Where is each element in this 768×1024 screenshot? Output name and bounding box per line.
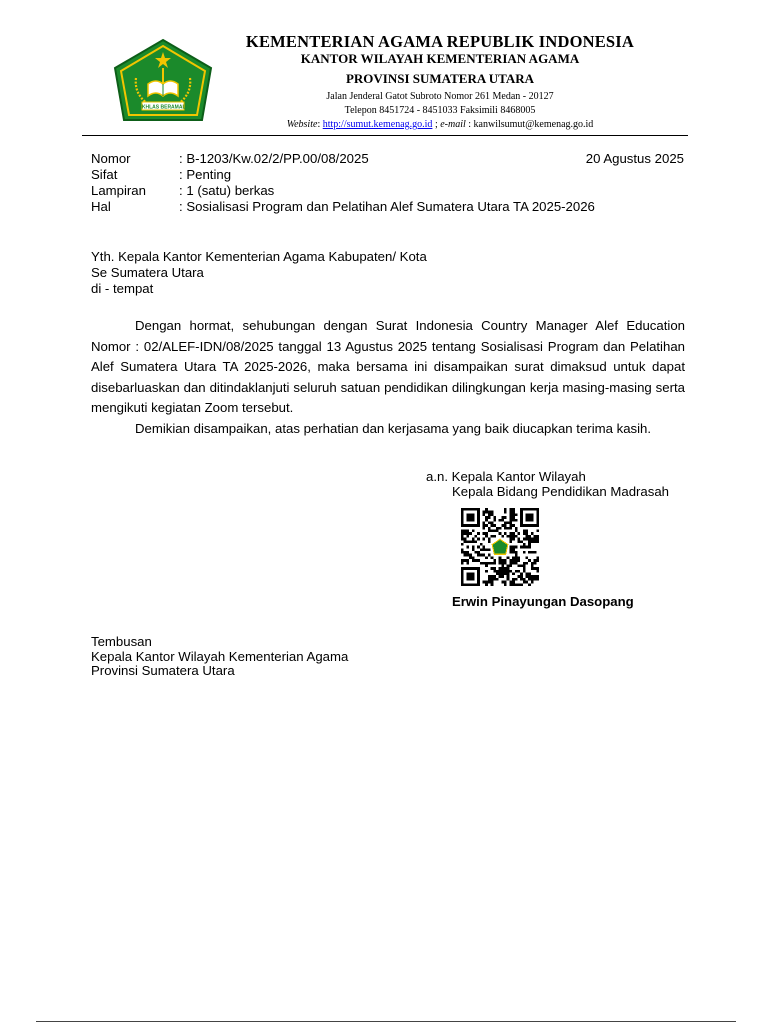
kemenag-logo-icon <box>112 38 214 122</box>
letterhead-province: PROVINSI SUMATERA UTARA <box>345 71 535 86</box>
qr-code-icon <box>456 508 544 586</box>
email-label: e-mail <box>440 119 466 130</box>
letterhead-contact <box>230 118 650 132</box>
letterhead-office: KANTOR WILAYAH KEMENTERIAN AGAMA <box>300 51 580 66</box>
logo-ribbon-text: IKHLAS BERAMAL <box>140 104 186 111</box>
tembusan-line: Provinsi Sumatera Utara <box>91 663 235 678</box>
letter-body <box>91 316 685 440</box>
lampiran-label: Lampiran <box>91 183 146 198</box>
letterhead-ministry: KEMENTERIAN AGAMA REPUBLIK INDONESIA <box>245 32 635 51</box>
body-paragraph: Dengan hormat, sehubungan dengan Surat Indonesia Country Manager Alef Education Nomor : 02/ALEF-IDN/08/2025 tanggal 13 Agustus 2025 tentang Sosialisasi Program dan Pelatihan Alef Sumatera Utara TA 2025-2026, maka bersama ini disampaikan surat dimaksud untuk dapat disebarluaskan dan ditindaklanjuti seluruh satuan pendidikan dilingkungan kerja masing-masing serta mengikuti kegiatan Zoom tersebut. <box>91 318 685 416</box>
nomor-label: Nomor <box>91 151 131 166</box>
recipient-line: di - tempat <box>91 281 154 296</box>
closing-paragraph: Demikian disampaikan, atas perhatian dan kerjasama yang baik diucapkan terima kasih. <box>135 420 652 436</box>
tembusan-block <box>91 635 348 679</box>
hal-label: Hal <box>91 199 111 214</box>
letterhead-phone: Telepon 8451724 - 8451033 Faksimili 8468005 <box>344 105 536 116</box>
sifat-value: : Penting <box>179 167 232 182</box>
lampiran-value: : 1 (satu) berkas <box>179 183 275 198</box>
letter-date: 20 Agustus 2025 <box>585 151 684 166</box>
tembusan-title: Tembusan <box>91 634 152 649</box>
letterhead <box>230 33 650 132</box>
letterhead-address: Jalan Jenderal Gatot Subroto Nomor 261 Medan - 20127 <box>326 91 554 102</box>
nomor-value: : B-1203/Kw.02/2/PP.00/08/2025 <box>179 151 369 166</box>
email-value: : kanwilsumut@kemenag.go.id <box>465 119 594 130</box>
website-label: Website <box>286 119 318 130</box>
website-link[interactable]: http://sumut.kemenag.go.id <box>322 119 433 130</box>
website-sep: : <box>317 119 323 130</box>
signer-name: Erwin Pinayungan Dasopang <box>452 594 634 609</box>
signature-position: Kepala Bidang Pendidikan Madrasah <box>452 484 670 499</box>
email-sep: ; <box>432 119 441 130</box>
tembusan-line: Kepala Kantor Wilayah Kementerian Agama <box>91 648 349 664</box>
hal-value: : Sosialisasi Program dan Pelatihan Alef Sumatera Utara TA 2025-2026 <box>179 199 595 214</box>
recipient-line: Se Sumatera Utara <box>91 265 204 280</box>
letterhead-divider <box>82 135 688 136</box>
letter-meta <box>91 151 595 215</box>
recipient-line: Yth. Kepala Kantor Kementerian Agama Kabupaten/ Kota <box>91 249 427 264</box>
signature-on-behalf: a.n. Kepala Kantor Wilayah <box>426 469 586 484</box>
recipient-block <box>91 249 427 297</box>
page-bottom-edge <box>36 1021 736 1022</box>
sifat-label: Sifat <box>91 167 118 182</box>
